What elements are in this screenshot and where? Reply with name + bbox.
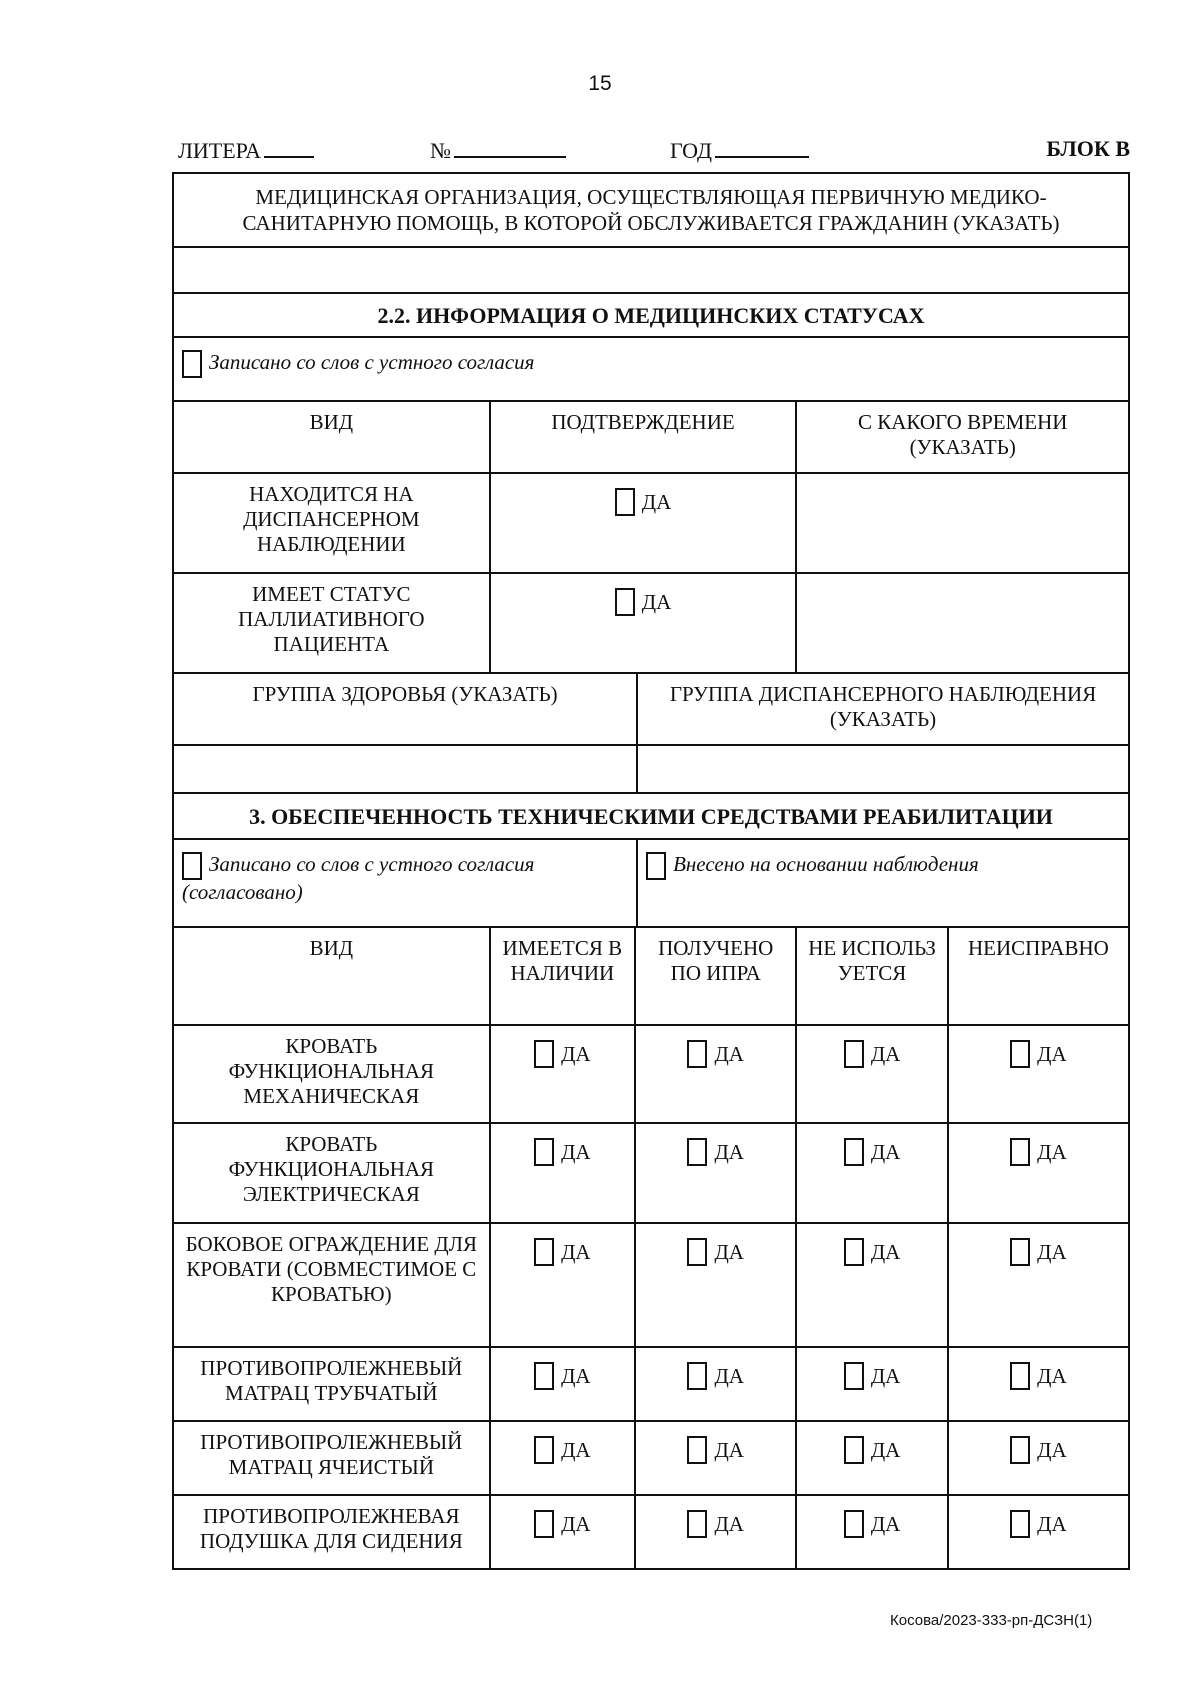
checkbox[interactable] bbox=[844, 1436, 864, 1464]
col-header-ipra: ПОЛУЧЕНО ПО ИПРА bbox=[634, 928, 795, 1024]
number-field bbox=[430, 136, 566, 164]
ipra-cell bbox=[634, 1422, 795, 1494]
med-org-title: МЕДИЦИНСКАЯ ОРГАНИЗАЦИЯ, ОСУЩЕСТВЛЯЮЩАЯ ПЕРВИЧНУЮ МЕДИКО-САНИТАРНУЮ ПОМОЩЬ, В КОТОРОЙ ОБСЛУЖИВАЕТСЯ ГРАЖДАНИН (УКАЗАТЬ) bbox=[242, 185, 1060, 235]
status-confirm bbox=[489, 574, 796, 672]
yes-label: ДА bbox=[561, 1438, 591, 1462]
block-label: БЛОК В bbox=[1046, 136, 1130, 161]
broken-cell bbox=[947, 1124, 1128, 1222]
table-row bbox=[174, 1420, 1128, 1494]
checkbox[interactable] bbox=[1010, 1362, 1030, 1390]
yes-label: ДА bbox=[870, 1042, 901, 1066]
available-cell bbox=[489, 1348, 634, 1420]
yes-label: ДА bbox=[714, 1240, 744, 1264]
yes-label: ДА bbox=[561, 1512, 591, 1536]
checkbox[interactable] bbox=[534, 1510, 554, 1538]
checkbox[interactable] bbox=[534, 1362, 554, 1390]
form-table bbox=[172, 172, 1130, 1570]
item-type: ПРОТИВОПРОЛЕЖНЕВЫЙ МАТРАЦ ТРУБЧАТЫЙ bbox=[200, 1356, 463, 1405]
checkbox[interactable] bbox=[687, 1138, 707, 1166]
table-row bbox=[174, 1222, 1128, 1346]
checkbox[interactable] bbox=[534, 1040, 554, 1068]
oral-consent-checkbox[interactable] bbox=[182, 852, 202, 880]
broken-cell bbox=[947, 1224, 1128, 1346]
yes-label: ДА bbox=[714, 1140, 744, 1164]
checkbox[interactable] bbox=[844, 1040, 864, 1068]
section-3-title: 3. ОБЕСПЕЧЕННОСТЬ ТЕХНИЧЕСКИМИ СРЕДСТВАМИ РЕАБИЛИТАЦИИ bbox=[249, 803, 1053, 829]
yes-label: ДА bbox=[714, 1512, 744, 1536]
yes-label: ДА bbox=[714, 1438, 744, 1462]
yes-label: ДА bbox=[1037, 1240, 1067, 1264]
available-cell bbox=[489, 1496, 634, 1568]
number-input[interactable] bbox=[454, 136, 566, 158]
available-cell bbox=[489, 1224, 634, 1346]
broken-cell bbox=[947, 1348, 1128, 1420]
ipra-cell bbox=[634, 1496, 795, 1568]
checkbox[interactable] bbox=[1010, 1238, 1030, 1266]
page-number: 15 bbox=[588, 72, 612, 95]
since-input[interactable] bbox=[795, 574, 1128, 672]
col-header-confirm: ПОДТВЕРЖДЕНИЕ bbox=[489, 402, 796, 472]
table-row bbox=[174, 1346, 1128, 1420]
checkbox[interactable] bbox=[615, 488, 635, 516]
item-type: КРОВАТЬ ФУНКЦИОНАЛЬНАЯ МЕХАНИЧЕСКАЯ bbox=[228, 1034, 435, 1108]
not-used-cell bbox=[795, 1422, 946, 1494]
checkbox[interactable] bbox=[1010, 1510, 1030, 1538]
col-header-not-used: НЕ ИСПОЛЬЗУЕТСЯ bbox=[795, 928, 946, 1024]
col-header-type: ВИД bbox=[309, 410, 354, 434]
table-row bbox=[174, 472, 1128, 572]
col-header-broken: НЕИСПРАВНО bbox=[947, 928, 1128, 1024]
oral-consent-checkbox[interactable] bbox=[182, 350, 202, 378]
yes-label: ДА bbox=[1037, 1042, 1067, 1066]
checkbox[interactable] bbox=[1010, 1436, 1030, 1464]
table-row bbox=[174, 1494, 1128, 1568]
item-type: БОКОВОЕ ОГРАЖДЕНИЕ ДЛЯ КРОВАТИ (СОВМЕСТИМОЕ С КРОВАТЬЮ) bbox=[185, 1232, 478, 1306]
status-confirm bbox=[489, 474, 796, 572]
yes-label: ДА bbox=[561, 1364, 591, 1388]
not-used-cell bbox=[795, 1496, 946, 1568]
yes-label: ДА bbox=[561, 1042, 591, 1066]
litera-label: ЛИТЕРА bbox=[178, 138, 261, 163]
ipra-cell bbox=[634, 1348, 795, 1420]
oral-consent-label: Записано со слов с устного согласия (согласовано) bbox=[182, 852, 535, 905]
doc-code: Косова/2023-333-рп-ДСЗН(1) bbox=[890, 1612, 1093, 1629]
status-type: ИМЕЕТ СТАТУС ПАЛЛИАТИВНОГО ПАЦИЕНТА bbox=[238, 582, 425, 656]
checkbox[interactable] bbox=[687, 1436, 707, 1464]
yes-label: ДА bbox=[714, 1364, 744, 1388]
dispensary-group-input[interactable] bbox=[636, 746, 1128, 792]
table-row bbox=[174, 1122, 1128, 1222]
item-type: КРОВАТЬ ФУНКЦИОНАЛЬНАЯ ЭЛЕКТРИЧЕСКАЯ bbox=[228, 1132, 435, 1206]
available-cell bbox=[489, 1124, 634, 1222]
health-group-label: ГРУППА ЗДОРОВЬЯ (УКАЗАТЬ) bbox=[252, 682, 558, 706]
not-used-cell bbox=[795, 1026, 946, 1122]
observation-label: Внесено на основании наблюдения bbox=[673, 852, 979, 876]
col-header-type: ВИД bbox=[309, 936, 354, 960]
yes-label: ДА bbox=[1037, 1140, 1067, 1164]
available-cell bbox=[489, 1422, 634, 1494]
yes-label: ДА bbox=[1037, 1512, 1067, 1536]
year-label: ГОД bbox=[670, 138, 712, 163]
table-row bbox=[174, 572, 1128, 672]
item-type: ПРОТИВОПРОЛЕЖНЕВЫЙ МАТРАЦ ЯЧЕИСТЫЙ bbox=[200, 1430, 463, 1479]
checkbox[interactable] bbox=[687, 1040, 707, 1068]
year-field bbox=[670, 136, 809, 164]
checkbox[interactable] bbox=[844, 1138, 864, 1166]
broken-cell bbox=[947, 1496, 1128, 1568]
yes-label: ДА bbox=[641, 490, 672, 514]
checkbox[interactable] bbox=[687, 1238, 707, 1266]
yes-label: ДА bbox=[870, 1438, 901, 1462]
checkbox[interactable] bbox=[687, 1510, 707, 1538]
col-header-available: ИМЕЕТСЯ В НАЛИЧИИ bbox=[489, 928, 634, 1024]
checkbox[interactable] bbox=[534, 1436, 554, 1464]
observation-checkbox[interactable] bbox=[646, 852, 666, 880]
section-3-observation-option bbox=[636, 840, 1128, 926]
yes-label: ДА bbox=[561, 1140, 591, 1164]
not-used-cell bbox=[795, 1224, 946, 1346]
col-header-since: С КАКОГО ВРЕМЕНИ (УКАЗАТЬ) bbox=[795, 402, 1128, 472]
not-used-cell bbox=[795, 1348, 946, 1420]
litera-input[interactable] bbox=[264, 136, 314, 158]
checkbox[interactable] bbox=[844, 1238, 864, 1266]
not-used-cell bbox=[795, 1124, 946, 1222]
checkbox[interactable] bbox=[534, 1238, 554, 1266]
yes-label: ДА bbox=[870, 1140, 901, 1164]
med-org-input[interactable] bbox=[174, 248, 1128, 292]
section-3-consent-option bbox=[174, 840, 636, 926]
checkbox[interactable] bbox=[534, 1138, 554, 1166]
checkbox[interactable] bbox=[844, 1362, 864, 1390]
yes-label: ДА bbox=[870, 1240, 901, 1264]
status-type: НАХОДИТСЯ НА ДИСПАНСЕРНОМ НАБЛЮДЕНИИ bbox=[243, 482, 420, 556]
checkbox[interactable] bbox=[615, 588, 635, 616]
table-row bbox=[174, 1024, 1128, 1122]
yes-label: ДА bbox=[714, 1042, 744, 1066]
yes-label: ДА bbox=[1037, 1364, 1067, 1388]
section-22-consent-option bbox=[174, 338, 1128, 400]
checkbox[interactable] bbox=[844, 1510, 864, 1538]
yes-label: ДА bbox=[641, 590, 672, 614]
item-type: ПРОТИВОПРОЛЕЖНЕВАЯ ПОДУШКА ДЛЯ СИДЕНИЯ bbox=[199, 1504, 463, 1553]
year-input[interactable] bbox=[715, 136, 809, 158]
number-label: № bbox=[430, 138, 451, 163]
ipra-cell bbox=[634, 1026, 795, 1122]
yes-label: ДА bbox=[1037, 1438, 1067, 1462]
oral-consent-label: Записано со слов с устного согласия bbox=[209, 350, 535, 374]
yes-label: ДА bbox=[870, 1364, 901, 1388]
dispensary-group-label: ГРУППА ДИСПАНСЕРНОГО НАБЛЮДЕНИЯ (УКАЗАТЬ) bbox=[636, 674, 1128, 744]
checkbox[interactable] bbox=[687, 1362, 707, 1390]
yes-label: ДА bbox=[870, 1512, 901, 1536]
broken-cell bbox=[947, 1422, 1128, 1494]
litera-field bbox=[178, 136, 314, 164]
ipra-cell bbox=[634, 1224, 795, 1346]
checkbox[interactable] bbox=[1010, 1040, 1030, 1068]
broken-cell bbox=[947, 1026, 1128, 1122]
available-cell bbox=[489, 1026, 634, 1122]
section-22-title: 2.2. ИНФОРМАЦИЯ О МЕДИЦИНСКИХ СТАТУСАХ bbox=[377, 302, 925, 328]
yes-label: ДА bbox=[561, 1240, 591, 1264]
checkbox[interactable] bbox=[1010, 1138, 1030, 1166]
since-input[interactable] bbox=[795, 474, 1128, 572]
form-header bbox=[178, 136, 1130, 166]
ipra-cell bbox=[634, 1124, 795, 1222]
health-group-input[interactable] bbox=[174, 746, 636, 792]
